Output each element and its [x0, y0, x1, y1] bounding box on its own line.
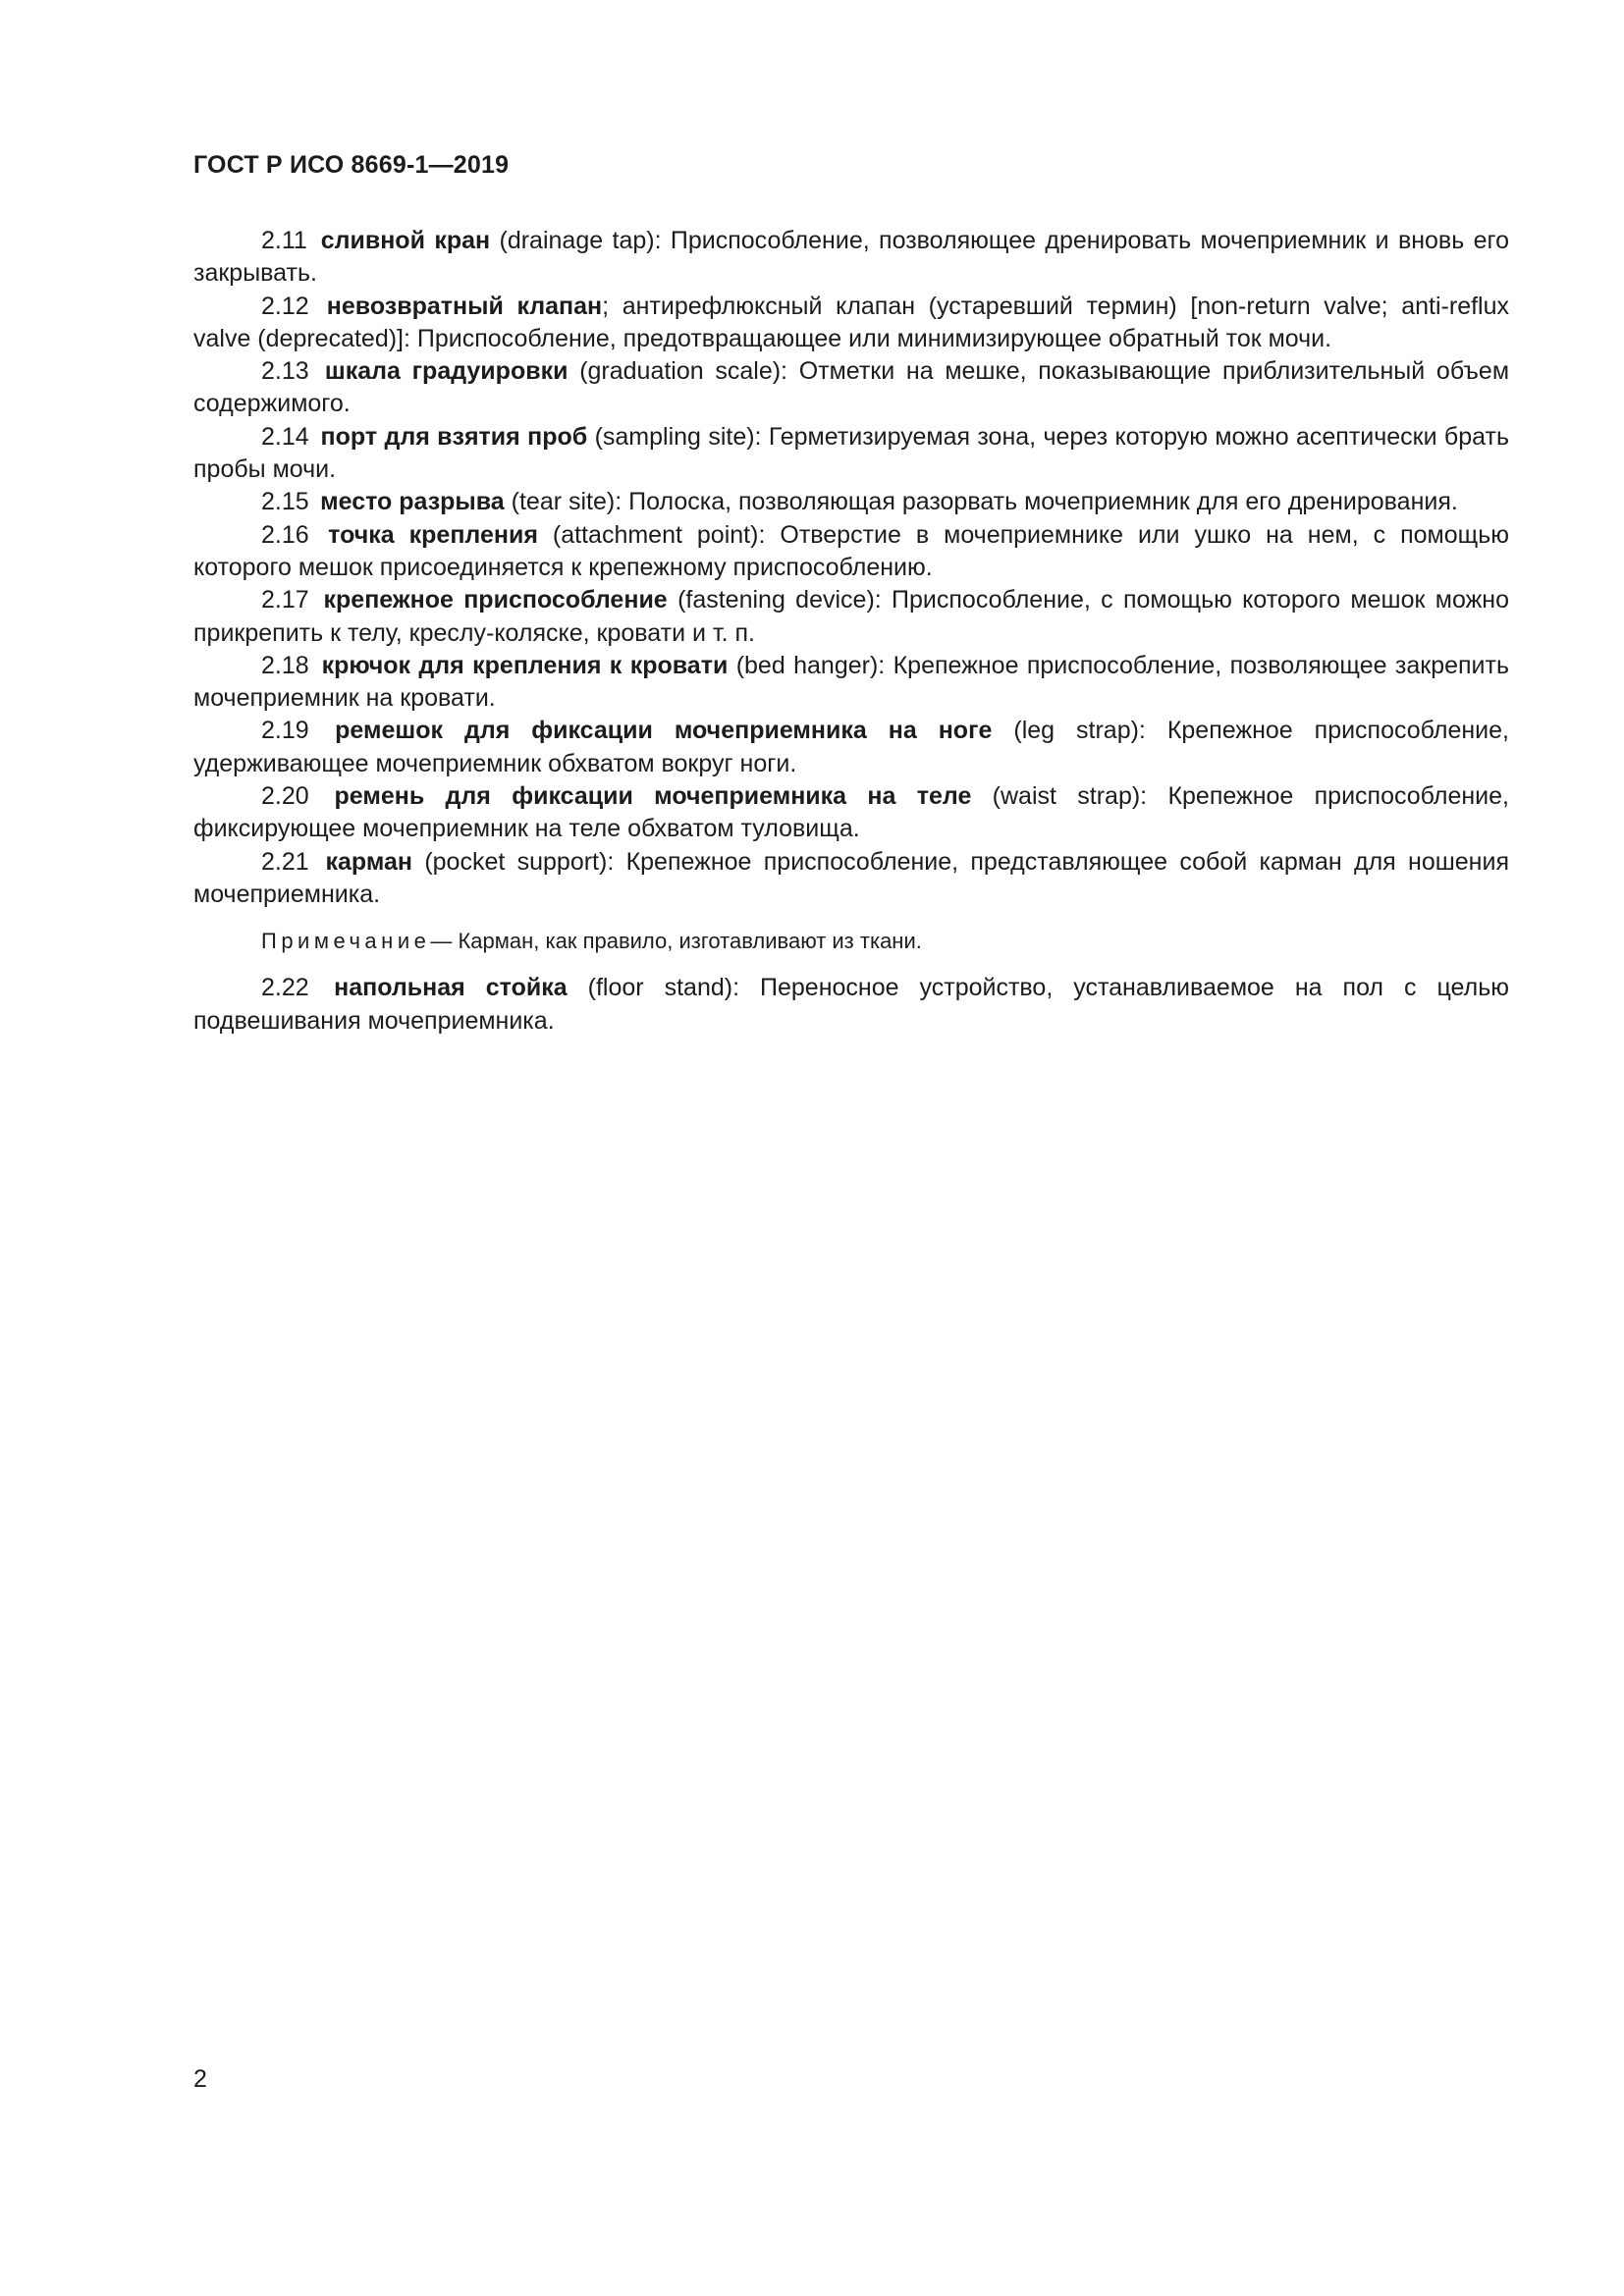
term-entry-2-13	[193, 355, 1509, 421]
entry-term: место разрыва	[320, 488, 505, 516]
entry-number: 2.13	[261, 357, 309, 386]
entry-term: крючок для крепления к кровати	[321, 651, 729, 679]
entry-term: сливной кран	[320, 227, 491, 254]
entry-term: ремешок для фиксации мочеприемника на ноге	[335, 717, 993, 745]
term-entry-2-17	[193, 584, 1509, 650]
note	[193, 927, 1509, 956]
entry-number: 2.20	[261, 782, 309, 811]
page-number: 2	[193, 2065, 207, 2093]
entry-definition: (waist strap): Крепежное приспособление, фиксирующее мочеприемник на теле обхватом туловища.	[193, 782, 1509, 843]
entry-definition: (leg strap): Крепежное приспособление, удерживающее мочеприемник обхватом вокруг ноги.	[193, 717, 1509, 777]
term-entry-2-20	[193, 780, 1509, 846]
entry-definition: (graduation scale): Отметки на мешке, показывающие приблизительный объем содержимого.	[193, 357, 1510, 418]
note-text: Карман, как правило, изготавливают из ткани.	[458, 929, 922, 954]
entry-term: шкала градуировки	[324, 357, 568, 386]
entry-number: 2.22	[261, 974, 309, 1002]
term-entry-2-18	[193, 650, 1509, 716]
entry-definition: (sampling site): Герметизируемая зона, через которую можно асептически брать пробы мочи.	[193, 422, 1509, 484]
term-entry-2-21	[193, 846, 1509, 912]
entry-number: 2.15	[261, 488, 309, 516]
entry-term: ремень для фиксации мочеприемника на теле	[334, 782, 972, 811]
entry-number: 2.19	[261, 717, 309, 745]
entry-term: невозвратный клапан	[326, 292, 603, 320]
term-entry-2-16	[193, 519, 1509, 585]
entry-definition: (pocket support): Крепежное приспособление, представляющее собой карман для ношения мочеприемника.	[193, 847, 1509, 908]
document-header: ГОСТ Р ИСО 8669-1—2019	[193, 151, 510, 179]
entry-term: напольная стойка	[334, 974, 568, 1002]
term-entry-2-22	[193, 972, 1509, 1038]
entry-definition: (floor stand): Переносное устройство, устанавливаемое на пол с целью подвешивания мочеприемника.	[193, 974, 1509, 1035]
term-entry-2-14	[193, 421, 1509, 487]
entry-term: точка крепления	[328, 520, 538, 549]
term-entry-2-12	[193, 291, 1509, 356]
term-entry-2-11	[193, 225, 1509, 291]
entry-definition: (fastening device): Приспособление, с помощью которого мешок можно прикрепить к телу, креслу-коляске, кровати и т. п.	[193, 586, 1509, 647]
term-entry-2-19	[193, 715, 1509, 780]
document-body	[193, 225, 1509, 1038]
entry-term: порт для взятия проб	[320, 422, 588, 451]
entry-number: 2.16	[261, 520, 309, 549]
entry-definition: (tear site): Полоска, позволяющая разорвать мочеприемник для его дренирования.	[511, 488, 1458, 516]
note-dash: —	[430, 929, 453, 954]
entry-number: 2.14	[261, 422, 309, 451]
term-entry-2-15	[193, 486, 1509, 518]
entry-definition: (bed hanger): Крепежное приспособление, позволяющее закрепить мочеприемник на кровати.	[193, 651, 1509, 713]
entry-number: 2.11	[261, 227, 307, 254]
entry-number: 2.12	[261, 292, 309, 320]
entry-number: 2.21	[261, 847, 309, 876]
entry-number: 2.17	[261, 586, 309, 614]
entry-term: крепежное приспособление	[323, 586, 668, 614]
entry-definition: (attachment point): Отверстие в мочеприемнике или ушко на нем, с помощью которого мешок присоединяется к крепежному приспособлению.	[193, 520, 1509, 581]
entry-definition: ; антирефлюксный клапан (устаревший термин) [non-return valve; anti-reflux valve (deprecated)]: Приспособление, предотвращающее или минимизирующее обратный ток мочи.	[193, 292, 1509, 352]
entry-number: 2.18	[261, 651, 309, 679]
entry-term: карман	[325, 847, 413, 876]
entry-definition: (drainage tap): Приспособление, позволяющее дренировать мочеприемник и вновь его закрывать.	[193, 227, 1509, 288]
note-label: Примечание	[261, 929, 431, 954]
